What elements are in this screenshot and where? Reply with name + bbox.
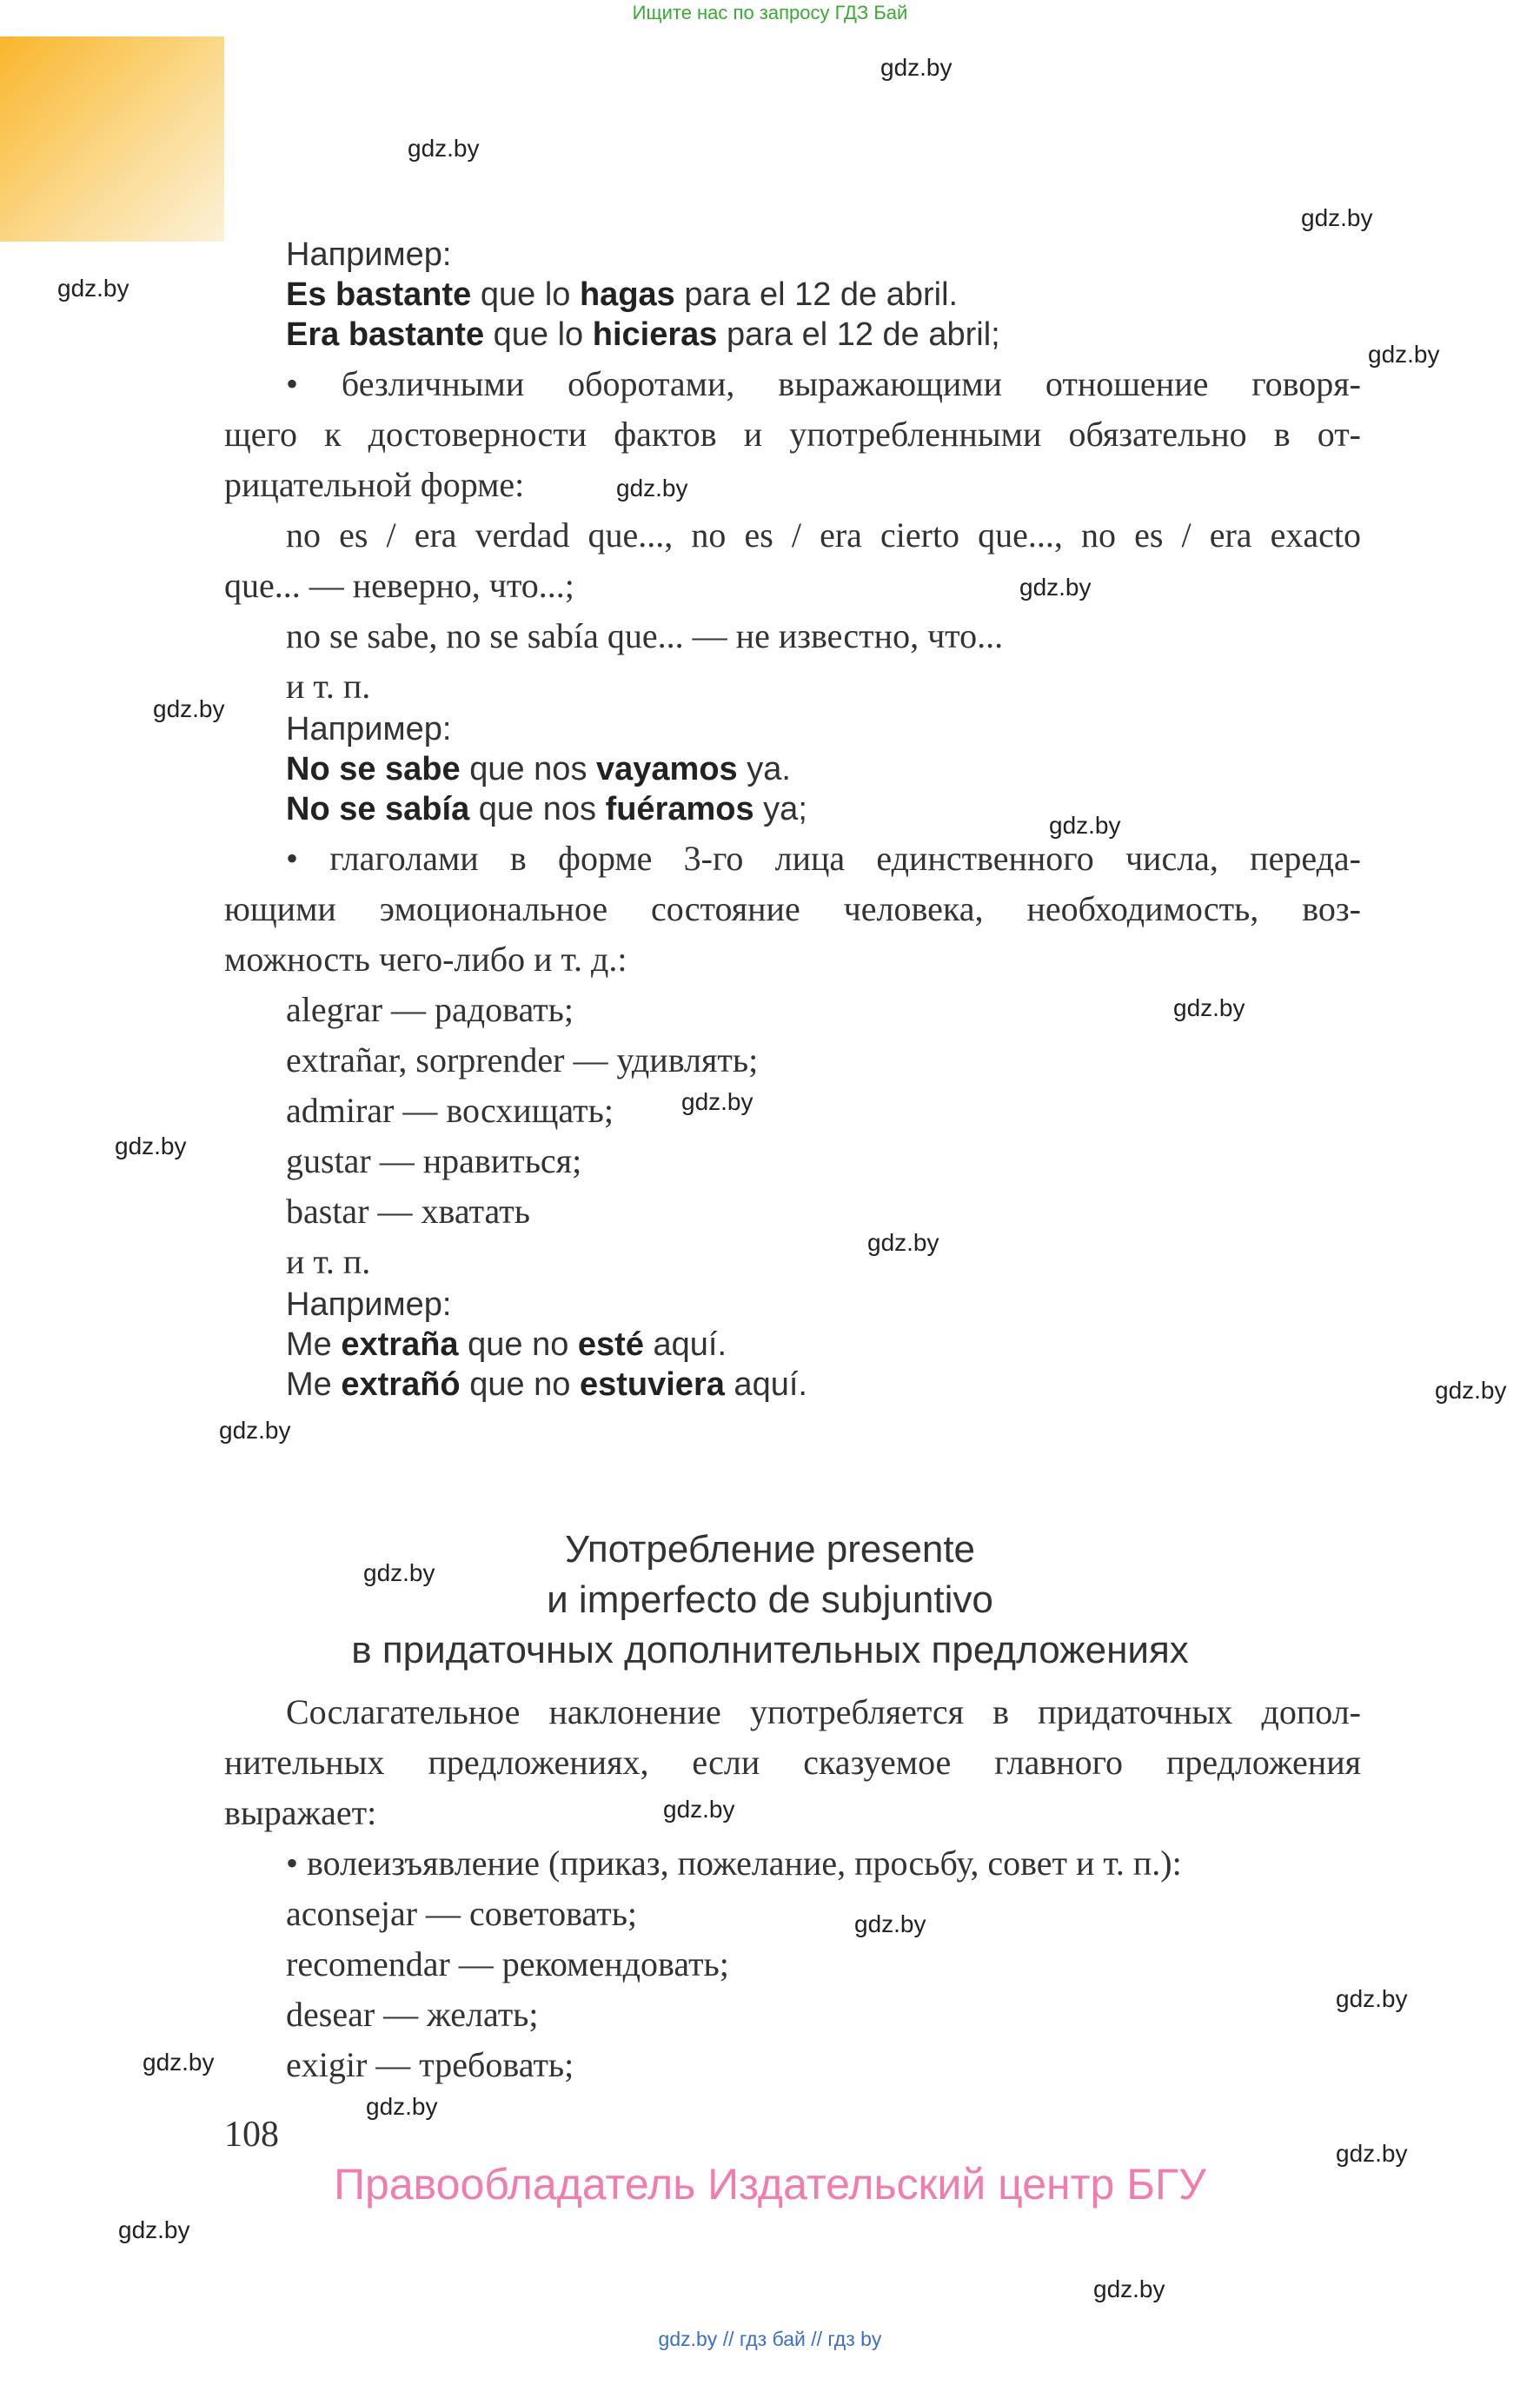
paragraph-line: • глаголами в форме 3-го лица единственного числа, переда- — [286, 839, 1361, 878]
example-sentence: No se sabe que nos vayamos ya. — [286, 751, 791, 787]
watermark: gdz.by — [118, 2216, 190, 2243]
paragraph-line: • волеизъявление (приказ, пожелание, просьбу, совет и т. п.): — [286, 1844, 1182, 1883]
paragraph-line: выражает: — [224, 1793, 377, 1832]
paragraph-line: no se sabe, no se sabía que... — не известно, что... — [286, 616, 1004, 655]
top-banner[interactable]: Ищите нас по запросу ГДЗ Бай — [632, 2, 908, 23]
watermark: gdz.by — [854, 1910, 926, 1937]
section-heading: и imperfecto de subjuntivo — [547, 1578, 993, 1621]
watermark: gdz.by — [867, 1229, 939, 1256]
example-sentence: Me extrañó que no estuviera aquí. — [286, 1366, 807, 1403]
example-sentence: Era bastante que lo hicieras para el 12 de abril; — [286, 316, 1000, 353]
paragraph-line: можность чего-либо и т. д.: — [224, 940, 627, 979]
verb-item: desear — желать; — [286, 1995, 539, 2034]
watermark: gdz.by — [681, 1088, 753, 1115]
watermark: gdz.by — [880, 54, 953, 81]
watermark: gdz.by — [1093, 2275, 1165, 2302]
paragraph-line: • безличными оборотами, выражающими отношение говоря- — [286, 364, 1361, 403]
section-heading: Употребление presente — [564, 1528, 976, 1571]
watermark: gdz.by — [57, 275, 129, 302]
watermark: gdz.by — [219, 1417, 291, 1444]
watermark: gdz.by — [1173, 994, 1245, 1021]
verb-item: и т. п. — [286, 1242, 371, 1281]
watermark: gdz.by — [363, 1559, 435, 1586]
copyright-owner: Правообладатель Издательский центр БГУ — [334, 2160, 1206, 2209]
watermark: gdz.by — [1435, 1377, 1507, 1404]
paragraph-line: рицательной форме: — [224, 465, 525, 504]
watermark: gdz.by — [1336, 2140, 1408, 2167]
paragraph-line: que... — неверно, что...; — [224, 566, 574, 605]
watermark: gdz.by — [143, 2049, 215, 2076]
section-heading: в придаточных дополнительных предложениях — [351, 1629, 1189, 1671]
verb-item: exigir — требовать; — [286, 2045, 574, 2084]
watermark: gdz.by — [616, 475, 688, 502]
page-number: 108 — [224, 2115, 279, 2155]
bottom-banner[interactable]: gdz.by // гдз бай // гдз by — [658, 2328, 882, 2350]
verb-item: alegrar — радовать; — [286, 990, 574, 1029]
watermark: gdz.by — [115, 1133, 187, 1159]
paragraph-line: ющими эмоциональное состояние человека, необходимость, воз- — [224, 889, 1361, 928]
verb-item: aconsejar — советовать; — [286, 1894, 638, 1933]
watermark: gdz.by — [1301, 204, 1373, 231]
watermark: gdz.by — [1368, 341, 1440, 368]
paragraph-line: и т. п. — [286, 667, 371, 706]
verb-item: bastar — хватать — [286, 1192, 530, 1231]
watermark: gdz.by — [1019, 574, 1092, 601]
watermark: gdz.by — [366, 2093, 438, 2120]
paragraph-line: Сослагательное наклонение употребляется в придаточных допол- — [286, 1692, 1361, 1731]
paragraph-line: щего к достоверности фактов и употребленными обязательно в от- — [224, 415, 1361, 454]
paragraph-line: нительных предложениях, если сказуемое главного предложения — [224, 1743, 1361, 1782]
example-label: Например: — [286, 1286, 452, 1323]
watermark: gdz.by — [153, 695, 225, 722]
example-sentence: No se sabía que nos fuéramos ya; — [286, 791, 807, 827]
verb-item: admirar — восхищать; — [286, 1091, 614, 1130]
paragraph-line: no es / era verdad que..., no es / era cierto que..., no es / era exacto — [286, 515, 1361, 555]
verb-item: extrañar, sorprender — удивлять; — [286, 1040, 759, 1080]
example-label: Например: — [286, 711, 452, 747]
verb-item: recomendar — рекомендовать; — [286, 1944, 729, 1983]
watermark: gdz.by — [1336, 1985, 1408, 2012]
corner-decoration — [0, 37, 224, 242]
example-sentence: Me extraña que no esté aquí. — [286, 1326, 727, 1363]
example-label: Например: — [286, 236, 452, 273]
example-sentence: Es bastante que lo hagas para el 12 de abril. — [286, 276, 959, 313]
watermark: gdz.by — [408, 135, 480, 162]
watermark: gdz.by — [1049, 812, 1121, 839]
watermark: gdz.by — [663, 1796, 735, 1823]
verb-item: gustar — нравиться; — [286, 1141, 582, 1180]
